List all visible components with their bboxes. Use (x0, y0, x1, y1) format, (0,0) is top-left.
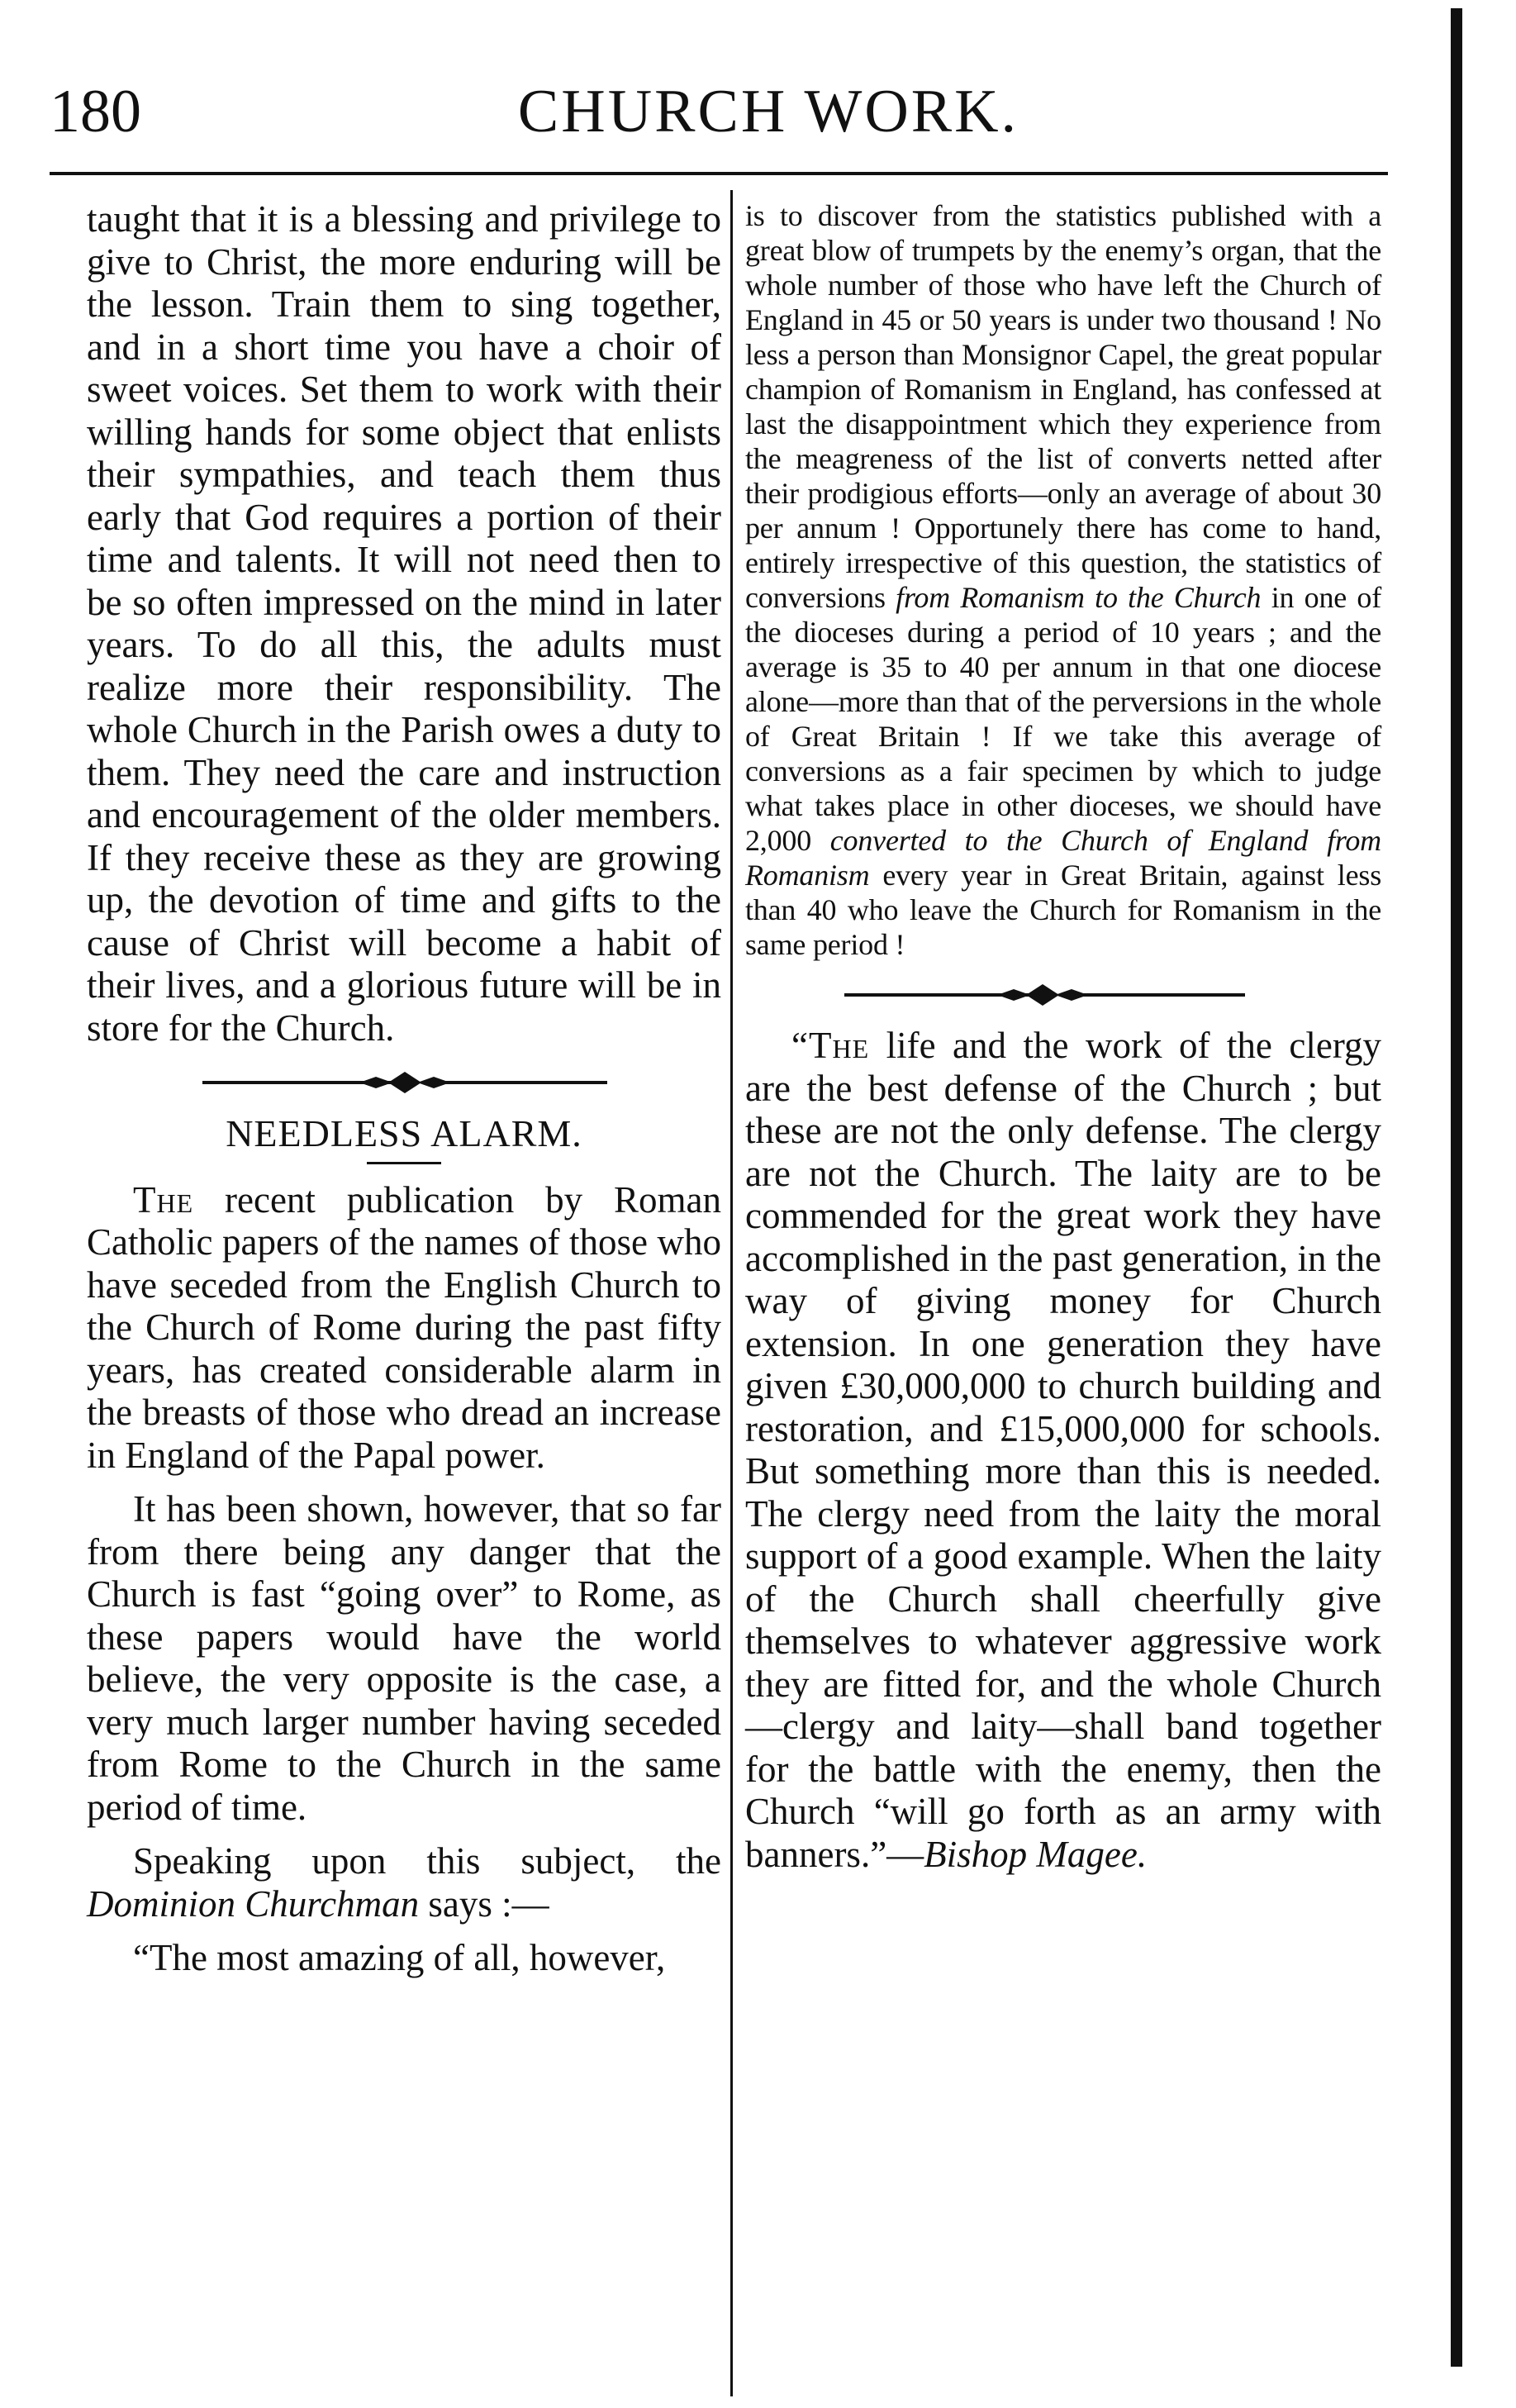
section-ornament (745, 970, 1381, 1020)
article-title: NEEDLESS ALARM. (226, 1112, 582, 1154)
quote-continued (745, 198, 1381, 962)
paragraph-text: recent publication by Roman Catholic papers of the names of those who have seceded from the English Church to the Church of Rome during the past fifty years, has created considerable alarm in the breasts of those who dread an increase in England of the Papal power. (87, 1178, 721, 1476)
paragraph-text: every year in Great Britain, against less than 40 who leave the Church for Romanism in the same period ! (745, 859, 1382, 961)
running-title: CHURCH WORK. (517, 78, 1019, 145)
quote-opening: “The most amazing of all, however, (133, 1937, 666, 1978)
header-rule (50, 172, 1388, 175)
lead-word: The (133, 1178, 194, 1221)
emphasis-text: converted to the Church of England from Romanism (745, 824, 1381, 892)
page-edge-rule (1451, 8, 1462, 2367)
source-name: Dominion Churchman (87, 1882, 420, 1925)
column-divider (730, 190, 733, 2396)
section-ornament (87, 1058, 721, 1107)
lead-word: “The (791, 1025, 870, 1066)
paragraph-text: says :— (428, 1882, 549, 1925)
quote-paragraph (745, 1025, 1381, 1876)
article-paragraph (87, 1179, 721, 1478)
paragraph-text: Speaking upon this subject, the (133, 1840, 721, 1882)
paragraph-text: life and the work of the clergy are the best defense of the Church ; but these are not the only defense. The clergy are not the Church. The laity are to be commended for the great work they have accomplished in the past generation, in the way of giving money for Church extension. In one generation they have given £30,000,000 to church building and restoration, and £15,000,000 for schools. But something more than this is needed. The clergy need from the laity the moral support of a good example. When the laity of the Church shall cheerfully give themselves to whatever aggressive work they are fitted for, and the whole Church—clergy and laity—shall band together for the battle with the enemy, then the Church “will go forth as an army with banners.”— (745, 1025, 1381, 1875)
attribution: Bishop Magee. (924, 1833, 1148, 1875)
title-rule (367, 1162, 441, 1164)
paragraph-continued: taught that it is a blessing and privilege to give to Christ, the more enduring will be the lesson. Train them to sing together, and in a short time you have a choir of sweet voices. Set them to work with their willing hands for some object that enlists their sympathies, and teach them thus early that God requires a portion of their time and talents. It will not need then to be so often impressed on the mind in later years. To do all this, the adults must realize more their responsibility. The whole Church in the Parish owes a duty to them. They need the care and instruction and encouragement of the older members. If they receive these as they are growing up, the devotion of time and gifts to the cause of Christ will become a habit of their lives, and a glorious future will be in store for the Church. (87, 198, 721, 1049)
ornament-icon (359, 1072, 450, 1093)
page-header (50, 73, 1388, 164)
ornament-icon (997, 984, 1088, 1006)
left-column (87, 198, 721, 1980)
paragraph-text: is to discover from the statistics published with a great blow of trumpets by the enemy’s organ, that the whole number of those who have left the Church of England in 45 or 50 years is under two thousand ! No less a person than Monsignor Capel, the great popular champion of Romanism in England, has confessed at last the disappointment which they experience from the meagreness of the list of converts netted after their prodigious efforts—only an average of about 30 per annum ! Opportunely there has come to hand, entirely irrespective of this question, the statistics of conversions (745, 199, 1381, 614)
page-number: 180 (50, 78, 141, 145)
article-paragraph: It has been shown, however, that so far from there being any danger that the Church is fast “going over” to Rome, as these papers would have the world believe, the very opposite is the case, a very much larger number having seceded from Rome to the Church in the same period of time. (87, 1488, 721, 1828)
paragraph-text: in one of the dioceses during a period of 10 years ; and the average is 35 to 40 per annum in that one diocese alone—more than that of the perversions in the whole of Great Britain ! If we take this average of conversions as a fair specimen by which to judge what takes place in other dioceses, we should have 2,000 (745, 581, 1381, 857)
article-paragraph (87, 1840, 721, 1925)
emphasis-text: from Romanism to the Church (896, 581, 1262, 614)
right-column (745, 198, 1381, 1876)
